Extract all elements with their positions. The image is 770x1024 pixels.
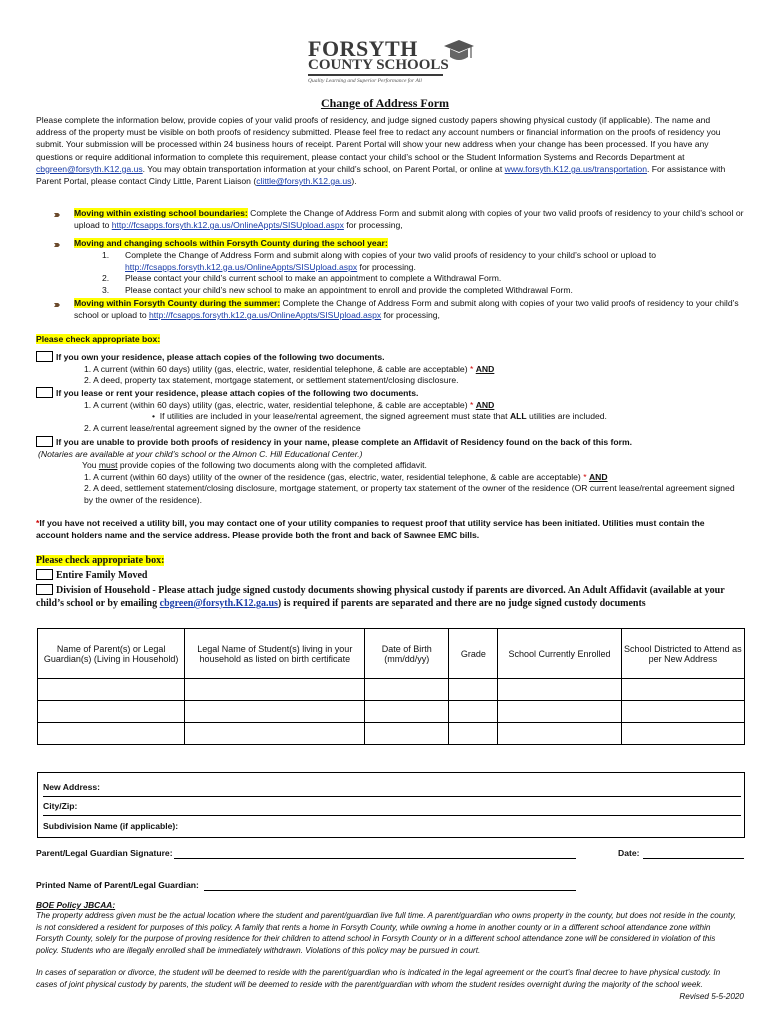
affidavit-checkbox[interactable] [36, 436, 53, 447]
city-zip-field[interactable]: City/Zip: [43, 801, 741, 816]
lease-residence-option: If you lease or rent your residence, please attach copies of the following two documents. 1. A current (within 60 days) utility (gas, electric, water, residential telephone, & cable are acceptable) * AND • If utilities are included in your lease/rental agreement, the signed agreement must state that ALL utilities are included. 2. A current lease/rental agreement signed by the owner of the residence [36, 387, 746, 434]
bullet-changing-list: 1. Complete the Change of Address Form and submit along with copies of your two valid proofs of residency to your child’s school or upload to http://fcsapps.forsyth.k12.ga.us/OnlineAppts/SISUpload.aspx for processing. 2. Please contact your child’s current school to make an appointment to complete a Withdrawal Form. 3. Please contact your child’s new school to make an appointment to enroll and provide the completed Withdrawal Form. [102, 250, 657, 295]
bullet-summer: Moving within Forsyth County during the summer: Complete the Change of Address Form and submit along with copies of your two valid proofs of residency to your child’s school or upload to http://fcsapps.forsyth.k12.ga.us/OnlineAppts/SISUpload.aspx for processing, [74, 298, 739, 320]
district-logo [306, 36, 476, 96]
policy-title: BOE Policy JBCAA: [36, 900, 116, 910]
logo-line2: COUNTY SCHOOLS [308, 57, 449, 73]
upload-link-3[interactable]: http://fcsapps.forsyth.k12.ga.us/OnlineAppts/SISUpload.aspx [149, 310, 382, 320]
bullet-arrow-icon [54, 210, 63, 220]
household-heading: Please check appropriate box: [36, 555, 165, 566]
logo-underline [308, 74, 443, 76]
entire-family-option: Entire Family Moved [36, 569, 147, 581]
utility-note: *If you have not received a utility bill, you may contact one of your utility companies to request proof that utility service has been initiated. Utilities must contain the account holders name and the service address. Please provide both the front and back of Sawnee EMC bills. [36, 518, 705, 540]
entire-family-checkbox[interactable] [36, 569, 53, 580]
col-parent-name: Name of Parent(s) or Legal Guardian(s) (Living in Household) [38, 629, 185, 679]
policy-paragraph-1: The property address given must be the actual location where the student and parent/guardian live full time. A parent/guardian who owns property in the county, but does not reside in the county, is not considered a resident for purposes of this policy. A family that rents a home in Forsyth County, while owning a home in another county or in a different school attendance zone within Forsyth County, solely for the purpose of proving residence for their children to attend school in Forsyth County or in a different school attendance zone will be considered in violation of this policy. Students who are illegally enrolled shall be immediately withdrawn. Violations of this policy may be pursued in court. [36, 911, 736, 955]
logo-line1: FORSYTH [308, 36, 418, 61]
table-row[interactable] [38, 679, 745, 701]
graduation-cap-icon [444, 38, 474, 68]
col-birth-date: Date of Birth (mm/dd/yy) [365, 629, 449, 679]
form-title: Change of Address Form [320, 96, 450, 110]
subdivision-field[interactable]: Subdivision Name (if applicable): [43, 821, 179, 831]
logo-tagline: Quality Learning and Superior Performance for All [308, 78, 422, 84]
division-household-option: Division of Household - Please attach judge signed custody documents showing physical custody if parents are divorced. An Adult Affidavit (available at your child’s school or by emailing cbgreen@forsyth.K12.ga.us) is required if parents are separated and there are no judge signed custody documents [36, 585, 725, 609]
email-link-cbgreen[interactable]: cbgreen@forsyth.K12.ga.us [36, 163, 143, 174]
revised-date: Revised 5-5-2020 [679, 992, 744, 1001]
transportation-link[interactable]: www.forsyth.K12.ga.us/transportation [504, 163, 647, 174]
col-grade: Grade [449, 629, 498, 679]
student-table [37, 628, 745, 745]
col-student-name: Legal Name of Student(s) living in your household as listed on birth certificate [185, 629, 365, 679]
signature-line[interactable] [174, 858, 576, 859]
bullet-changing-schools: Moving and changing schools within Forsyth County during the school year: [74, 238, 388, 248]
table-row[interactable] [38, 723, 745, 745]
bullet-existing-boundaries: Moving within existing school boundaries: Complete the Change of Address Form and submit along with copies of your two valid proofs of residency to your child’s school or upload to http://fcsapps.forsyth.k12.ga.us/OnlineAppts/SISUpload.aspx for processing, [74, 208, 744, 230]
residency-heading: Please check appropriate box: [36, 334, 161, 344]
printed-name-line[interactable] [204, 890, 576, 891]
upload-link-1[interactable]: http://fcsapps.forsyth.k12.ga.us/OnlineAppts/SISUpload.aspx [111, 220, 344, 230]
own-residence-option: If you own your residence, please attach copies of the following two documents. 1. A current (within 60 days) utility (gas, electric, water, residential telephone, & cable are acceptable) * AND 2. A deed, property tax statement, mortgage statement, or settlement statement/closing disclosure. [36, 351, 746, 387]
col-school-districted: School Districted to Attend as per New Address [621, 629, 744, 679]
division-household-checkbox[interactable] [36, 584, 53, 595]
signature-row: Parent/Legal Guardian Signature: [36, 848, 173, 858]
email-link-cbgreen-2[interactable]: cbgreen@forsyth.K12.ga.us [159, 598, 278, 609]
lease-residence-checkbox[interactable] [36, 387, 53, 398]
bullet-arrow-icon [54, 240, 63, 250]
upload-link-2[interactable]: http://fcsapps.forsyth.k12.ga.us/OnlineAppts/SISUpload.aspx [125, 261, 358, 272]
table-row[interactable] [38, 701, 745, 723]
date-label: Date: [618, 848, 640, 858]
own-residence-checkbox[interactable] [36, 351, 53, 362]
printed-name-label: Printed Name of Parent/Legal Guardian: [36, 880, 199, 890]
policy-paragraph-2: In cases of separation or divorce, the student will be deemed to reside with the parent/guardian who is indicated in the legal agreement or the court’s final decree to have physical custody. In cases of joint physical custody by parents, the student will be deemed to reside with the parent/guardian with whom the student resides overnight during the majority of the school week. [36, 968, 721, 989]
date-line[interactable] [643, 858, 744, 859]
address-box [37, 772, 745, 838]
intro-paragraph: Please complete the information below, provide copies of your valid proofs of residency, and judge signed custody papers showing physical custody (if applicable). The name and address of the property must be visible on both proofs of residency submitted. Please feel free to redact any account numbers or financial information on the proofs of residency you submit. Your submission will be processed within 24 business hours of receipt. Parent Portal will show your new address when your change has been processed. If you have any questions or require additional information to complete this requirement, please contact your child’s school or the Student Information Systems and Records Department at cbgreen@forsyth.K12.ga.us. You may obtain transportation information at your child’s school, on Parent Portal, or online at www.forsyth.K12.ga.us/transportation. For assistance with Parent Portal, please contact Cindy Little, Parent Liaison (clittle@forsyth.K12.ga.us). [36, 115, 726, 187]
new-address-field[interactable]: New Address: [43, 782, 741, 797]
unable-option: If you are unable to provide both proofs of residency in your name, please complete an Affidavit of Residency found on the back of this form. (Notaries are available at your child’s school or the Almon C. Hill Educational Center.) You must provide copies of the following two documents along with the completed affidavit. 1. A current (within 60 days) utility of the owner of the residence (gas, electric, water, residential telephone, & cable are acceptable) * AND 2. A deed, settlement statement/closing disclosure, mortgage statement, or property tax statement of the owner of the residence (OR current lease/rental agreement signed by the owner of the residence). [38, 437, 735, 505]
bullet-arrow-icon [54, 300, 63, 310]
col-school-current: School Currently Enrolled [498, 629, 621, 679]
email-link-clittle[interactable]: clittle@forsyth.K12.ga.us [256, 176, 352, 187]
